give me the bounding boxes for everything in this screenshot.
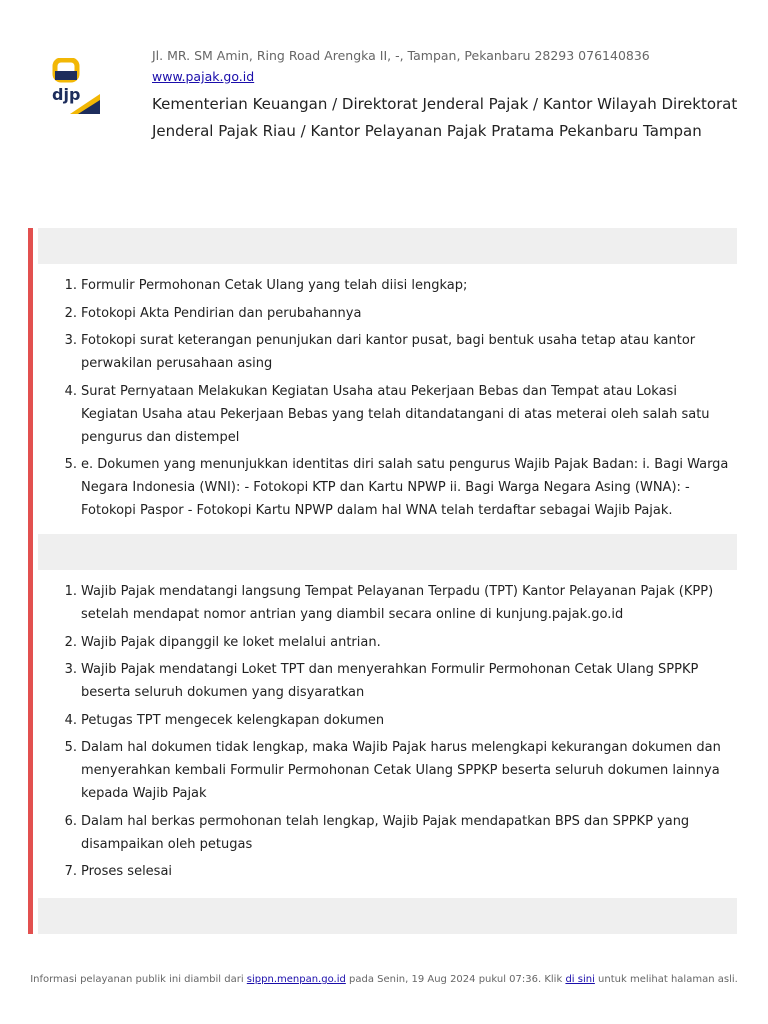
list-item: [33, 329, 737, 375]
office-title: Kementerian Keuangan / Direktorat Jenderal Pajak / Kantor Wilayah Direktorat Jenderal Pajak Riau / Kantor Pelayanan Pajak Pratama Pekanbaru Tampan: [152, 95, 738, 140]
list-item-number: 3.: [64, 662, 77, 677]
list-item-text: Wajib Pajak dipanggil ke loket melalui antrian.: [81, 634, 381, 650]
list-item: [33, 631, 737, 654]
procedure-list: [33, 580, 737, 883]
list-item: [33, 274, 737, 297]
list-item-number: 4.: [64, 712, 77, 728]
list-item-number: 2.: [64, 305, 77, 321]
service-content: [28, 228, 737, 934]
office-address: Jl. MR. SM Amin, Ring Road Arengka II, -, Tampan, Pekanbaru 28293 076140836: [152, 48, 650, 63]
list-item-text: Dalam hal berkas permohonan telah lengkap, Wajib Pajak mendapatkan BPS dan SPPKP yang disampaikan oleh petugas: [81, 813, 690, 852]
list-item: [33, 860, 737, 883]
list-item-number: 7.: [64, 864, 77, 879]
list-item-text: Wajib Pajak mendatangi Loket TPT dan menyerahkan Formulir Permohonan Cetak Ulang SPPKP beserta seluruh dokumen yang disyaratkan: [81, 662, 699, 700]
list-item-number: 1.: [64, 278, 77, 293]
list-item-number: 2.: [64, 634, 77, 650]
list-item-number: 1.: [64, 584, 77, 599]
section-band-procedure: [38, 534, 737, 570]
list-item-text: Fotokopi Akta Pendirian dan perubahannya: [81, 305, 362, 321]
list-item-text: e. Dokumen yang menunjukkan identitas diri salah satu pengurus Wajib Pajak Badan: i. Bagi Warga Negara Indonesia (WNI): - Fotokopi KTP dan Kartu NPWP ii. Bagi Warga Negara Asing (WNA): - Fotokopi Paspor - Fotokopi Kartu NPWP dalam hal WNA telah terdaftar sebagai Wajib Pajak.: [81, 457, 729, 518]
website-link[interactable]: www.pajak.go.id: [152, 69, 255, 84]
list-item-number: 4.: [64, 383, 77, 399]
section-band-requirements: [38, 228, 737, 264]
list-item-number: 5.: [64, 457, 77, 472]
list-item-text: Surat Pernyataan Melakukan Kegiatan Usaha atau Pekerjaan Bebas dan Tempat atau Lokasi Kegiatan Usaha atau Pekerjaan Bebas yang telah ditandatangani di atas meterai oleh salah satu pengurus dan distempel: [81, 383, 710, 445]
requirements-list: [33, 274, 737, 522]
logo-text: djp: [52, 85, 81, 104]
list-item-text: Fotokopi surat keterangan penunjukan dari kantor pusat, bagi bentuk usaha tetap atau kantor perwakilan perusahaan asing: [81, 333, 696, 371]
list-item: [33, 302, 737, 325]
office-header: [152, 46, 742, 145]
section-band-end: [38, 898, 737, 934]
list-item-number: 3.: [64, 333, 77, 348]
footer-prefix: Informasi pelayanan publik ini diambil dari: [30, 974, 244, 985]
list-item: [33, 380, 737, 449]
list-item: [33, 453, 737, 522]
original-page-link[interactable]: di sini: [565, 974, 595, 985]
footer-middle: pada Senin, 19 Aug 2024 pukul 07:36. Klik: [349, 974, 563, 985]
list-item-text: Dalam hal dokumen tidak lengkap, maka Wajib Pajak harus melengkapi kekurangan dokumen dan menyerahkan kembali Formulir Permohonan Cetak Ulang SPPKP beserta seluruh dokumen lainnya kepada Wajib Pajak: [81, 740, 721, 801]
list-item-text: Petugas TPT mengecek kelengkapan dokumen: [81, 712, 385, 728]
djp-logo-icon: [52, 58, 102, 116]
list-item-number: 5.: [64, 740, 77, 755]
source-link[interactable]: sippn.menpan.go.id: [246, 974, 346, 985]
list-item: [33, 810, 737, 856]
list-item-text: Proses selesai: [81, 864, 173, 879]
footer-note: [0, 973, 768, 987]
list-item: [33, 580, 737, 626]
list-item-text: Formulir Permohonan Cetak Ulang yang telah diisi lengkap;: [81, 278, 468, 293]
list-item: [33, 709, 737, 732]
djp-logo: [52, 58, 102, 116]
footer-suffix: untuk melihat halaman asli.: [598, 974, 738, 985]
list-item: [33, 658, 737, 704]
list-item: [33, 736, 737, 805]
list-item-text: Wajib Pajak mendatangi langsung Tempat Pelayanan Terpadu (TPT) Kantor Pelayanan Pajak (KPP) setelah mendapat nomor antrian yang diambil secara online di kunjung.pajak.go.id: [81, 584, 714, 622]
list-item-number: 6.: [64, 813, 77, 829]
